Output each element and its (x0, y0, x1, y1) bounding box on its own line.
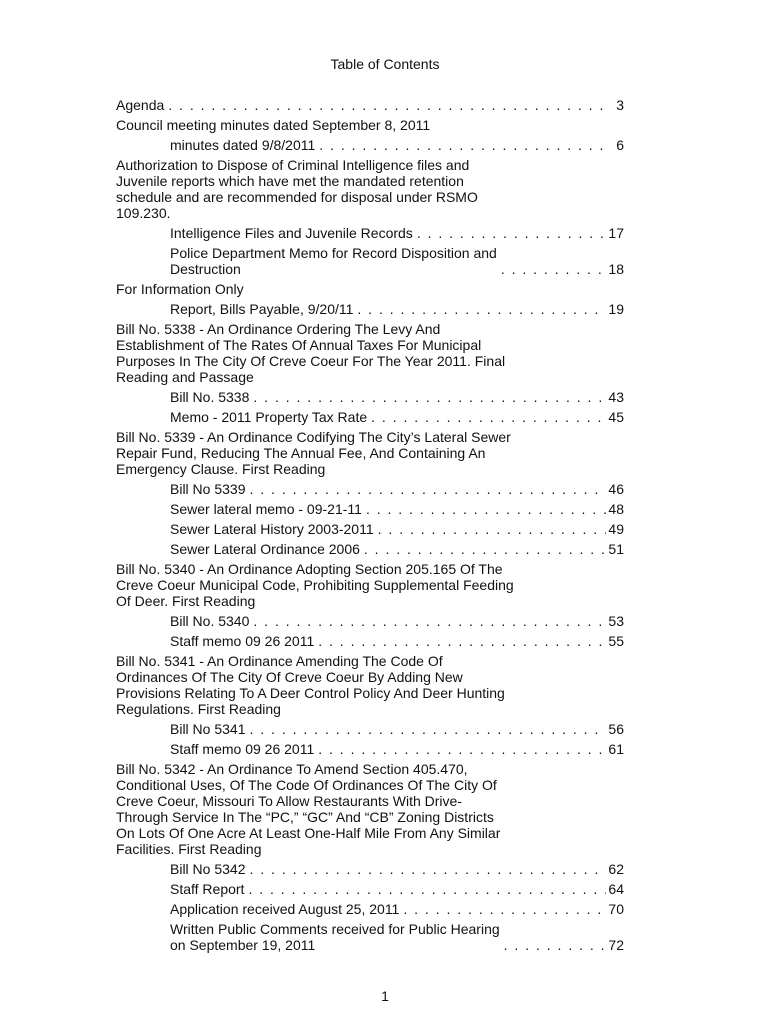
dot-leader (378, 521, 606, 537)
dot-leader (250, 861, 607, 877)
toc-section (116, 561, 624, 649)
toc-entry[interactable] (116, 301, 624, 317)
table-of-contents (116, 97, 624, 953)
toc-entry[interactable] (116, 501, 624, 517)
toc-entry[interactable] (116, 721, 624, 737)
toc-entry-page-number: 46 (608, 481, 624, 497)
toc-entry-label: Staff Report (170, 881, 245, 897)
toc-entry-label: minutes dated 9/8/2011 (170, 137, 316, 153)
dot-leader (253, 389, 606, 405)
toc-entry-page-number: 51 (608, 541, 624, 557)
toc-entry-label: Bill No 5339 (170, 481, 246, 497)
toc-section-heading: For Information Only (116, 281, 244, 297)
toc-entry-page-number: 45 (608, 409, 624, 425)
toc-entry-page-number: 3 (616, 97, 624, 113)
toc-entry-label: Report, Bills Payable, 9/20/11 (170, 301, 354, 317)
page-number: 1 (381, 988, 389, 1004)
toc-section-heading: Bill No. 5340 - An Ordinance Adopting Section 205.165 Of The Creve Coeur Municipal Code, Prohibiting Supplemental Feeding Of Deer. First Reading (116, 561, 514, 609)
toc-entry[interactable] (116, 901, 624, 917)
toc-section (116, 429, 624, 557)
toc-entry-label: Sewer lateral memo - 09-21-11 (170, 501, 362, 517)
toc-entry-label: Staff memo 09 26 2011 (170, 741, 315, 757)
toc-entry[interactable] (116, 389, 624, 405)
dot-leader (248, 881, 606, 897)
toc-entry-page-number: 48 (608, 501, 624, 517)
toc-entry-page-number: 43 (608, 389, 624, 405)
toc-section-heading: Bill No. 5341 - An Ordinance Amending The Code Of Ordinances Of The City Of Creve Coeur By Adding New Provisions Relating To A Deer Control Policy And Deer Hunting Regulations. First Reading (116, 653, 505, 717)
toc-entry-page-number: 56 (608, 721, 624, 737)
toc-entry-page-number: 6 (616, 137, 624, 153)
dot-leader (417, 225, 606, 241)
toc-entry[interactable] (116, 881, 624, 897)
toc-section (116, 117, 624, 153)
toc-entry-label: Intelligence Files and Juvenile Records (170, 225, 413, 241)
toc-entry[interactable] (116, 409, 624, 425)
toc-entry-label: Agenda (116, 97, 165, 113)
toc-entry[interactable] (116, 521, 624, 537)
toc-section-heading: Bill No. 5338 - An Ordinance Ordering The Levy And Establishment of The Rates Of Annual Taxes For Municipal Purposes In The City Of Creve Coeur For The Year 2011. Final Reading and Passage (116, 321, 506, 385)
toc-section (116, 281, 624, 317)
dot-leader (357, 301, 606, 317)
toc-section (116, 321, 624, 425)
toc-section-heading: Bill No. 5342 - An Ordinance To Amend Section 405.470, Conditional Uses, Of The Code Of Ordinances Of The City Of Creve Coeur, Missouri To Allow Restaurants With Drive- Through Service In The “PC,” “GC” And “CB” Zoning Districts On Lots Of One Acre At Least One-Half Mile From Any Similar Facilities. First Reading (116, 761, 501, 857)
toc-section-heading: Authorization to Dispose of Criminal Intelligence files and Juvenile reports which have met the mandated retention schedule and are recommended for disposal under RSMO 109.230. (116, 157, 478, 221)
toc-entry-label: Sewer Lateral Ordinance 2006 (170, 541, 360, 557)
toc-entry[interactable] (116, 613, 624, 629)
dot-leader (366, 501, 606, 517)
toc-entry-label: Staff memo 09 26 2011 (170, 633, 315, 649)
dot-leader (501, 261, 606, 277)
toc-entry[interactable] (116, 921, 624, 953)
dot-leader (319, 137, 606, 153)
toc-entry[interactable] (116, 541, 624, 557)
toc-entry[interactable] (116, 137, 624, 153)
dot-leader (371, 409, 606, 425)
dot-leader (403, 901, 606, 917)
toc-entry[interactable] (116, 861, 624, 877)
toc-entry-page-number: 53 (608, 613, 624, 629)
toc-entry[interactable] (116, 741, 624, 757)
toc-entry-page-number: 64 (608, 881, 624, 897)
toc-entry-page-number: 62 (608, 861, 624, 877)
dot-leader (253, 613, 606, 629)
toc-entry-label: Sewer Lateral History 2003-2011 (170, 521, 374, 537)
toc-entry-page-number: 55 (608, 633, 624, 649)
toc-entry[interactable] (116, 245, 624, 277)
toc-section (116, 97, 624, 113)
document-title: Table of Contents (330, 56, 440, 72)
dot-leader (318, 633, 606, 649)
toc-entry-label: Memo - 2011 Property Tax Rate (170, 409, 368, 425)
dot-leader (168, 97, 606, 113)
toc-section (116, 653, 624, 757)
toc-entry-label: Bill No. 5340 (170, 613, 250, 629)
dot-leader (250, 481, 607, 497)
toc-entry-page-number: 61 (608, 741, 624, 757)
dot-leader (364, 541, 606, 557)
toc-entry-label: Bill No 5342 (170, 861, 246, 877)
toc-section-heading: Bill No. 5339 - An Ordinance Codifying The City’s Lateral Sewer Repair Fund, Reducing The Annual Fee, And Containing An Emergency Clause. First Reading (116, 429, 511, 477)
toc-entry-page-number: 17 (608, 225, 624, 241)
toc-entry-page-number: 70 (608, 901, 624, 917)
toc-entry-page-number: 49 (608, 521, 624, 537)
toc-section (116, 761, 624, 953)
toc-entry-page-number: 72 (608, 937, 624, 953)
toc-entry-label: Written Public Comments received for Public Hearing on September 19, 2011 (170, 921, 500, 953)
toc-entry[interactable] (116, 97, 624, 113)
toc-entry[interactable] (116, 225, 624, 241)
toc-entry-label: Police Department Memo for Record Disposition and Destruction (170, 245, 497, 277)
toc-entry-page-number: 19 (608, 301, 624, 317)
toc-entry-label: Bill No. 5338 (170, 389, 250, 405)
toc-entry-page-number: 18 (608, 261, 624, 277)
dot-leader (250, 721, 607, 737)
toc-section-heading: Council meeting minutes dated September 8, 2011 (116, 117, 431, 133)
toc-entry-label: Bill No 5341 (170, 721, 246, 737)
toc-entry[interactable] (116, 633, 624, 649)
toc-entry[interactable] (116, 481, 624, 497)
dot-leader (318, 741, 606, 757)
dot-leader (504, 937, 606, 953)
toc-entry-label: Application received August 25, 2011 (170, 901, 400, 917)
toc-section (116, 157, 624, 277)
